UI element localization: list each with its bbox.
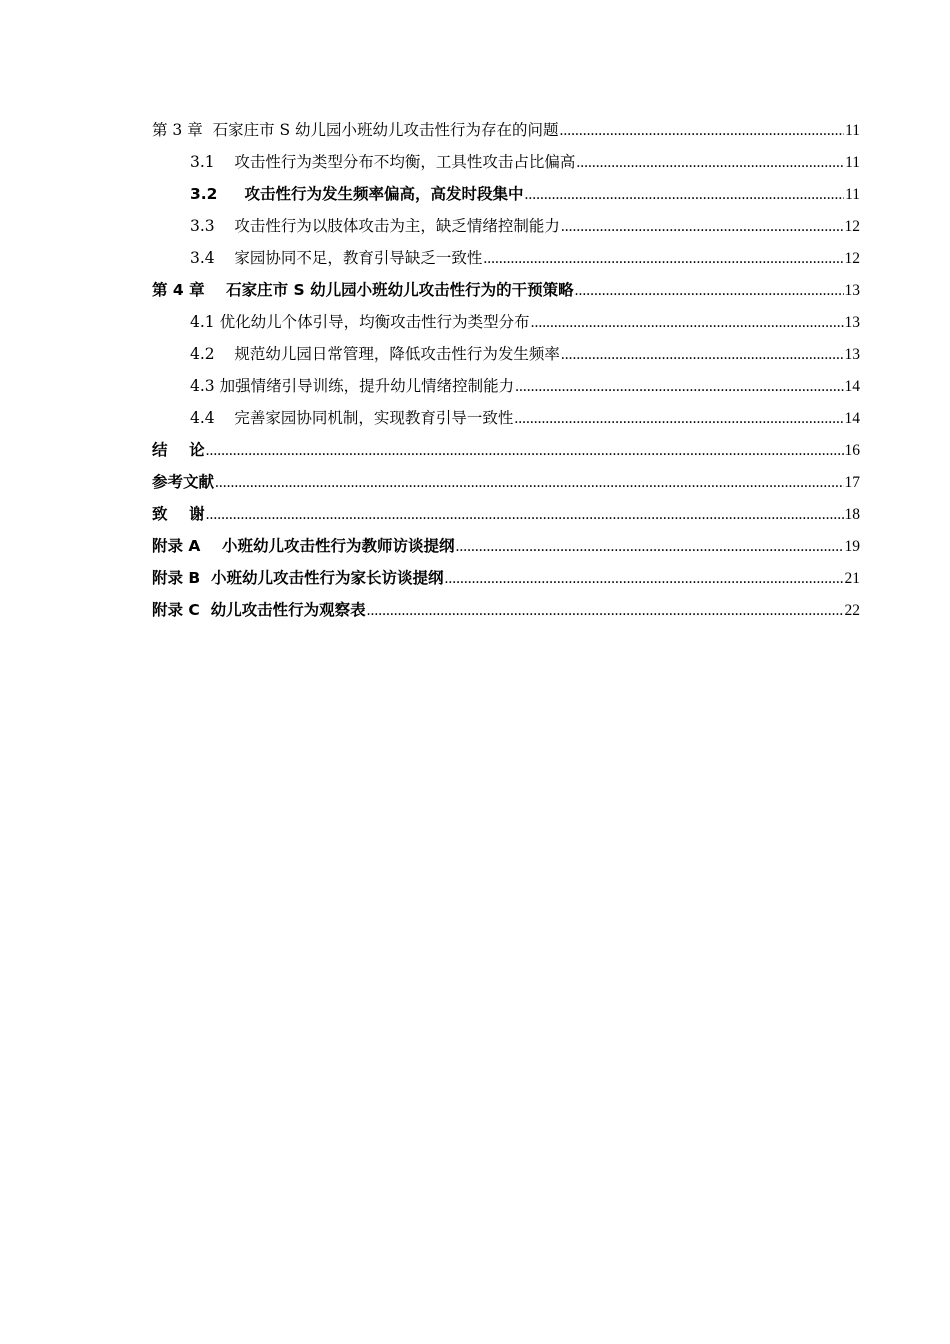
toc-dot-leader	[367, 595, 844, 627]
toc-entry-3-4[interactable]	[152, 242, 860, 274]
toc-entry-appendix-c[interactable]	[152, 594, 860, 626]
toc-entry-label: 参考文献	[152, 473, 215, 491]
toc-entry-label: 3.4 家园协同不足，教育引导缺乏一致性	[190, 249, 483, 267]
toc-entry-label: 3.1 攻击性行为类型分布不均衡，工具性攻击占比偏高	[190, 153, 576, 171]
toc-entry-label: 4.4 完善家园协同机制，实现教育引导一致性	[190, 409, 514, 427]
toc-entry-label: 附录 A 小班幼儿攻击性行为教师访谈提纲	[152, 537, 455, 555]
toc-entry-4-2[interactable]	[152, 338, 860, 370]
toc-entry-3-1[interactable]	[152, 146, 860, 178]
toc-dot-leader	[483, 243, 843, 275]
toc-entry-label: 4.2 规范幼儿园日常管理，降低攻击性行为发生频率	[190, 345, 560, 363]
toc-entry-conclusion[interactable]	[152, 434, 860, 466]
toc-page-number: 17	[844, 474, 860, 491]
toc-page-number: 18	[844, 506, 860, 523]
toc-dot-leader	[514, 403, 843, 435]
toc-page-number: 11	[845, 122, 860, 139]
toc-dot-leader	[531, 307, 844, 339]
toc-entry-4-1[interactable]	[152, 306, 860, 338]
toc-page-number: 14	[844, 378, 860, 395]
toc-entry-label: 4.1 优化幼儿个体引导，均衡攻击性行为类型分布	[190, 313, 530, 331]
toc-dot-leader	[561, 211, 844, 243]
toc-page-number: 14	[844, 410, 860, 427]
toc-entry-label: 致 谢	[152, 505, 205, 523]
toc-entry-appendix-a[interactable]	[152, 530, 860, 562]
toc-dot-leader	[560, 115, 845, 147]
toc-page-number: 12	[844, 250, 860, 267]
toc-dot-leader	[445, 563, 844, 595]
toc-page-number: 12	[844, 218, 860, 235]
toc-entry-chapter-4[interactable]	[152, 274, 860, 306]
toc-entry-chapter-3[interactable]	[152, 114, 860, 146]
toc-page-number: 16	[844, 442, 860, 459]
toc-page-number: 13	[844, 346, 860, 363]
toc-entry-label: 第 3 章 石家庄市 S 幼儿园小班幼儿攻击性行为存在的问题	[152, 121, 559, 139]
toc-entry-label: 第 4 章 石家庄市 S 幼儿园小班幼儿攻击性行为的干预策略	[152, 281, 574, 299]
table-of-contents	[152, 114, 860, 626]
toc-entry-label: 3.2 攻击性行为发生频率偏高，高发时段集中	[190, 185, 524, 203]
toc-dot-leader	[455, 531, 843, 563]
toc-entry-label: 3.3 攻击性行为以肢体攻击为主，缺乏情绪控制能力	[190, 217, 560, 235]
toc-dot-leader	[561, 339, 844, 371]
toc-dot-leader	[575, 275, 844, 307]
toc-entry-4-3[interactable]	[152, 370, 860, 402]
toc-entry-3-3[interactable]	[152, 210, 860, 242]
toc-page-number: 13	[844, 282, 860, 299]
toc-dot-leader	[206, 499, 844, 531]
toc-dot-leader	[515, 371, 843, 403]
toc-page-number: 11	[845, 154, 860, 171]
toc-dot-leader	[206, 435, 844, 467]
toc-page-number: 13	[844, 314, 860, 331]
toc-entry-references[interactable]	[152, 466, 860, 498]
toc-entry-appendix-b[interactable]	[152, 562, 860, 594]
toc-entry-label: 附录 C 幼儿攻击性行为观察表	[152, 601, 366, 619]
toc-entry-4-4[interactable]	[152, 402, 860, 434]
toc-page-number: 11	[845, 186, 860, 203]
toc-dot-leader	[576, 147, 844, 179]
toc-page-number: 19	[844, 538, 860, 555]
toc-page-number: 22	[844, 602, 860, 619]
toc-page-number: 21	[844, 570, 860, 587]
toc-entry-label: 附录 B 小班幼儿攻击性行为家长访谈提纲	[152, 569, 444, 587]
toc-dot-leader	[215, 467, 843, 499]
toc-entry-3-2[interactable]	[152, 178, 860, 210]
toc-dot-leader	[524, 179, 844, 211]
toc-entry-label: 结 论	[152, 441, 205, 459]
toc-entry-acknowledgements[interactable]	[152, 498, 860, 530]
toc-entry-label: 4.3 加强情绪引导训练，提升幼儿情绪控制能力	[190, 377, 515, 395]
